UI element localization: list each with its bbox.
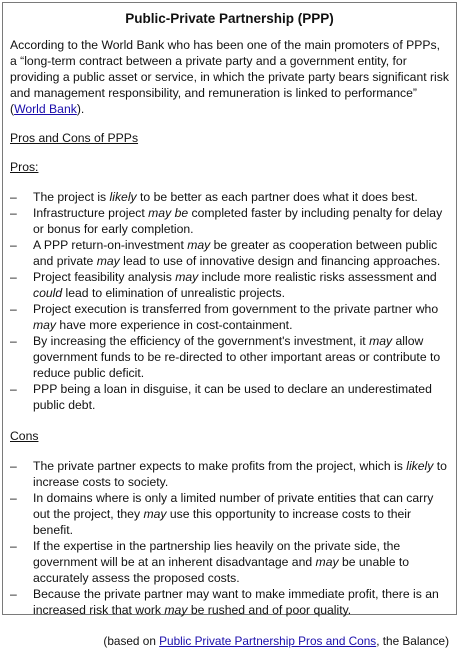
emphasis: likely: [406, 459, 434, 473]
emphasis: may: [369, 334, 393, 348]
cons-label: Cons: [10, 429, 39, 443]
intro-text: According to the World Bank who has been one of the main promoters of PPPs, a “long-term contract between a private party and a government entity, for providing a public asset or service, in which the private party bears significant risk and management responsibility, and remuneration is linked to performance” (: [10, 38, 449, 116]
dash-bullet: –: [10, 190, 17, 204]
emphasis: may: [143, 507, 167, 521]
dash-bullet: –: [10, 206, 17, 220]
cons-item: – In domains where is only a limited number of private entities that can carry out the project, they may use this opportunity to increase costs to their benefit.: [10, 491, 434, 537]
dash-bullet: –: [10, 302, 17, 316]
emphasis: may: [164, 603, 188, 617]
pros-item: – Infrastructure project may be completed faster by including penalty for delay or bonus for early completion.: [10, 206, 443, 236]
emphasis: may: [315, 555, 339, 569]
pros-item: – Project feasibility analysis may include more realistic risks assessment and could lead to elimination of unrealistic projects.: [10, 270, 437, 300]
emphasis: could: [33, 286, 63, 300]
pros-item: – A PPP return-on-investment may be greater as cooperation between public and private may lead to use of innovative design and financing approaches.: [10, 238, 441, 268]
dash-bullet: –: [10, 491, 17, 505]
world-bank-link[interactable]: World Bank: [14, 102, 77, 116]
source-footer: [10, 633, 449, 649]
emphasis: may: [175, 270, 199, 284]
dash-bullet: –: [10, 459, 17, 473]
pros-item: – Project execution is transferred from government to the private partner who may have more experience in cost-containment.: [10, 302, 439, 332]
footer-before: (based on: [103, 634, 160, 648]
footer-after: , the Balance): [376, 634, 449, 648]
cons-item: – Because the private partner may want to make immediate profit, there is an increased risk that work may be rushed and of poor quality.: [10, 587, 439, 617]
dash-bullet: –: [10, 382, 17, 396]
pros-item: – The project is likely to be better as each partner does what it does best.: [10, 190, 418, 204]
pros-item: – PPP being a loan in disguise, it can be used to declare an underestimated public debt.: [10, 382, 432, 412]
cons-list: [10, 458, 449, 618]
intro-paragraph: [10, 37, 449, 117]
emphasis: may: [96, 254, 120, 268]
emphasis: may: [187, 238, 211, 252]
emphasis: may: [33, 318, 57, 332]
dash-bullet: –: [10, 238, 17, 252]
emphasis: likely: [109, 190, 137, 204]
dash-bullet: –: [10, 539, 17, 553]
pros-label: Pros:: [10, 160, 39, 174]
cons-item: – The private partner expects to make profits from the project, which is likely to increase costs to society.: [10, 459, 447, 489]
pros-list: [10, 189, 449, 413]
dash-bullet: –: [10, 270, 17, 284]
document-frame: [2, 2, 457, 648]
intro-after: ).: [76, 102, 85, 116]
source-link[interactable]: Public Private Partnership Pros and Cons: [159, 634, 377, 648]
dash-bullet: –: [10, 587, 17, 601]
pros-item: – By increasing the efficiency of the government's investment, it may allow government funds to be re-directed to other important areas or contribute to reduce public deficit.: [10, 334, 441, 380]
page-title: Public-Private Partnership (PPP): [125, 11, 334, 26]
dash-bullet: –: [10, 334, 17, 348]
emphasis: may be: [148, 206, 189, 220]
cons-item: – If the expertise in the partnership lies heavily on the private side, the government will be at an inherent disadvantage and may be unable to accurately assess the proposed costs.: [10, 539, 410, 585]
document-body: [3, 3, 456, 649]
section-heading: Pros and Cons of PPPs: [10, 131, 139, 145]
